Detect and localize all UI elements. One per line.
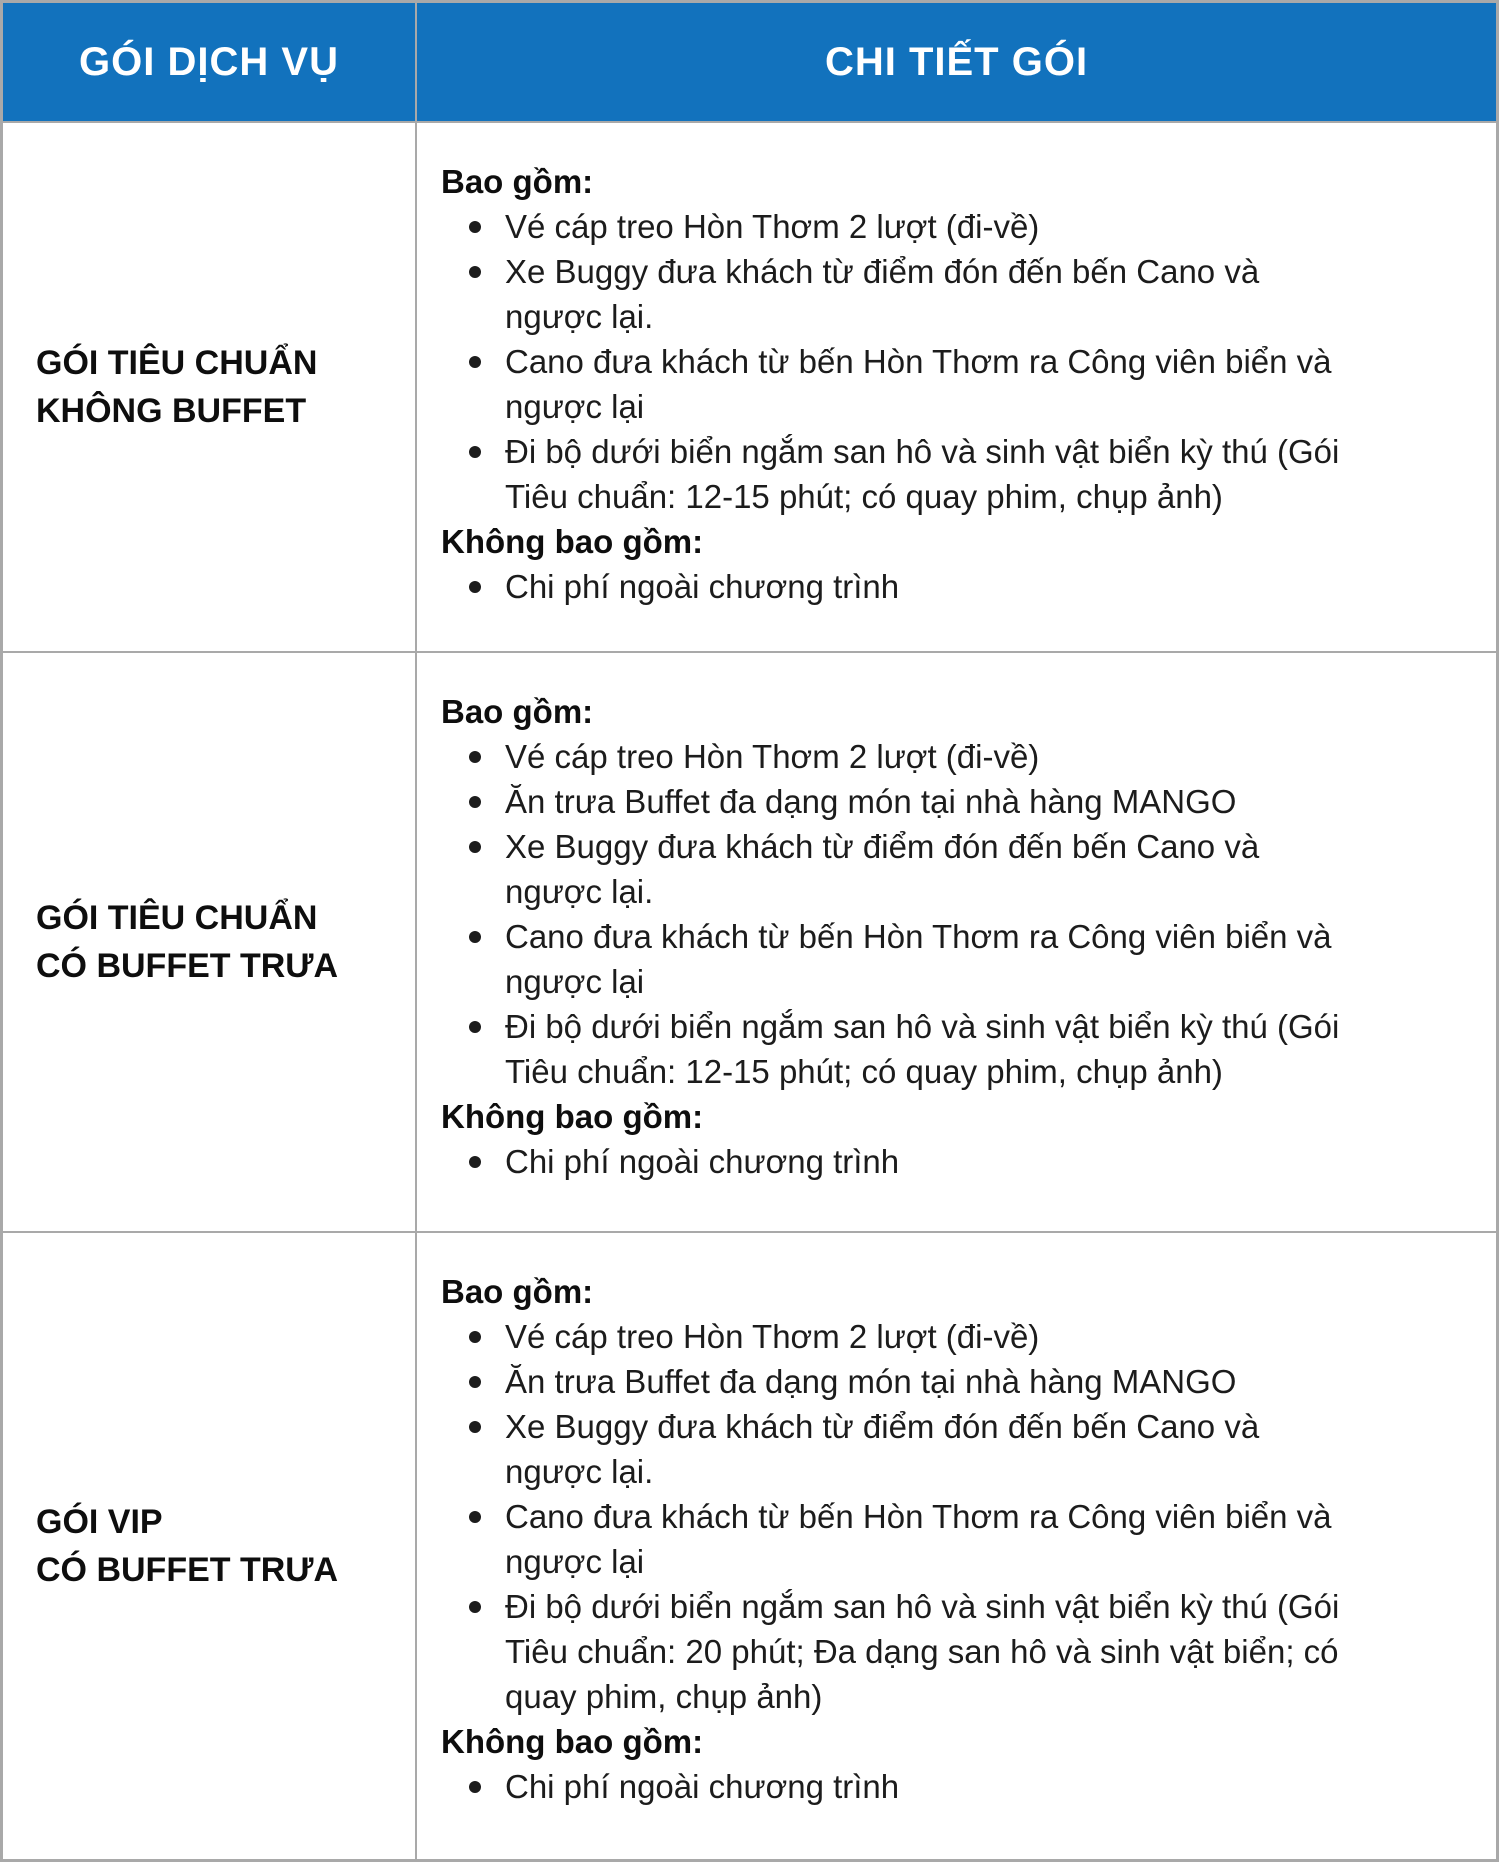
- bullet-item: [441, 1494, 1466, 1584]
- bullet-line: Tiêu chuẩn: 20 phút; Đa dạng san hô và sinh vật biển; có: [505, 1633, 1339, 1670]
- bullet-line: Vé cáp treo Hòn Thơm 2 lượt (đi-về): [505, 208, 1040, 245]
- bullet-line: Cano đưa khách từ bến Hòn Thơm ra Công viên biển và: [505, 343, 1332, 380]
- bullet-line: Xe Buggy đưa khách từ điểm đón đến bến Cano và: [505, 253, 1260, 290]
- excludes-list: [441, 1139, 1466, 1184]
- bullet-line: Tiêu chuẩn: 12-15 phút; có quay phim, chụp ảnh): [505, 478, 1223, 515]
- bullet-line: Đi bộ dưới biển ngắm san hô và sinh vật biển kỳ thú (Gói: [505, 433, 1340, 470]
- bullet-item: [441, 1359, 1466, 1404]
- includes-label: Bao gồm:: [441, 1273, 594, 1310]
- column-header-package-details: CHI TIẾT GÓI: [417, 3, 1496, 123]
- bullet-item: [441, 1139, 1466, 1184]
- bullet-item: [441, 914, 1466, 1004]
- includes-list: [441, 204, 1466, 519]
- bullet-line: Đi bộ dưới biển ngắm san hô và sinh vật biển kỳ thú (Gói: [505, 1008, 1340, 1045]
- package-name-line: KHÔNG BUFFET: [36, 392, 307, 430]
- details-cell: [417, 123, 1496, 653]
- excludes-label: Không bao gồm:: [441, 1098, 704, 1135]
- package-cell: [3, 123, 417, 653]
- bullet-line: Chi phí ngoài chương trình: [505, 568, 900, 605]
- bullet-line: Vé cáp treo Hòn Thơm 2 lượt (đi-về): [505, 1318, 1040, 1355]
- bullet-item: [441, 1584, 1466, 1719]
- package-cell: [3, 1233, 417, 1859]
- bullet-line: Chi phí ngoài chương trình: [505, 1143, 900, 1180]
- column-header-service-package: GÓI DỊCH VỤ: [3, 3, 417, 123]
- bullet-line: Ăn trưa Buffet đa dạng món tại nhà hàng MANGO: [505, 1363, 1237, 1400]
- bullet-line: Ăn trưa Buffet đa dạng món tại nhà hàng MANGO: [505, 783, 1237, 820]
- bullet-item: [441, 429, 1466, 519]
- bullet-line: Cano đưa khách từ bến Hòn Thơm ra Công viên biển và: [505, 1498, 1332, 1535]
- bullet-line: Vé cáp treo Hòn Thơm 2 lượt (đi-về): [505, 738, 1040, 775]
- package-name-line: GÓI VIP: [36, 1503, 163, 1541]
- excludes-list: [441, 564, 1466, 609]
- excludes-label: Không bao gồm:: [441, 523, 704, 560]
- excludes-list: [441, 1764, 1466, 1809]
- bullet-item: [441, 1314, 1466, 1359]
- includes-label: Bao gồm:: [441, 163, 594, 200]
- bullet-line: quay phim, chụp ảnh): [505, 1678, 823, 1715]
- bullet-line: ngược lại.: [505, 298, 654, 335]
- bullet-line: ngược lại.: [505, 1453, 654, 1490]
- bullet-line: ngược lại: [505, 963, 645, 1000]
- bullet-item: [441, 564, 1466, 609]
- package-name-line: CÓ BUFFET TRƯA: [36, 947, 339, 985]
- bullet-item: [441, 779, 1466, 824]
- bullet-line: Xe Buggy đưa khách từ điểm đón đến bến Cano và: [505, 1408, 1260, 1445]
- bullet-line: Đi bộ dưới biển ngắm san hô và sinh vật biển kỳ thú (Gói: [505, 1588, 1340, 1625]
- bullet-line: Cano đưa khách từ bến Hòn Thơm ra Công viên biển và: [505, 918, 1332, 955]
- bullet-item: [441, 249, 1466, 339]
- details-cell: [417, 1233, 1496, 1859]
- includes-label: Bao gồm:: [441, 693, 594, 730]
- bullet-item: [441, 204, 1466, 249]
- excludes-label: Không bao gồm:: [441, 1723, 704, 1760]
- package-name-line: CÓ BUFFET TRƯA: [36, 1551, 339, 1589]
- bullet-item: [441, 1004, 1466, 1094]
- details-cell: [417, 653, 1496, 1233]
- bullet-line: Chi phí ngoài chương trình: [505, 1768, 900, 1805]
- bullet-line: ngược lại.: [505, 873, 654, 910]
- bullet-line: Xe Buggy đưa khách từ điểm đón đến bến Cano và: [505, 828, 1260, 865]
- includes-list: [441, 734, 1466, 1094]
- bullet-item: [441, 734, 1466, 779]
- package-name-line: GÓI TIÊU CHUẨN: [36, 899, 318, 937]
- bullet-item: [441, 1764, 1466, 1809]
- bullet-line: Tiêu chuẩn: 12-15 phút; có quay phim, chụp ảnh): [505, 1053, 1223, 1090]
- package-name-line: GÓI TIÊU CHUẨN: [36, 344, 318, 382]
- includes-list: [441, 1314, 1466, 1719]
- package-cell: [3, 653, 417, 1233]
- bullet-line: ngược lại: [505, 388, 645, 425]
- bullet-item: [441, 339, 1466, 429]
- bullet-line: ngược lại: [505, 1543, 645, 1580]
- bullet-item: [441, 1404, 1466, 1494]
- bullet-item: [441, 824, 1466, 914]
